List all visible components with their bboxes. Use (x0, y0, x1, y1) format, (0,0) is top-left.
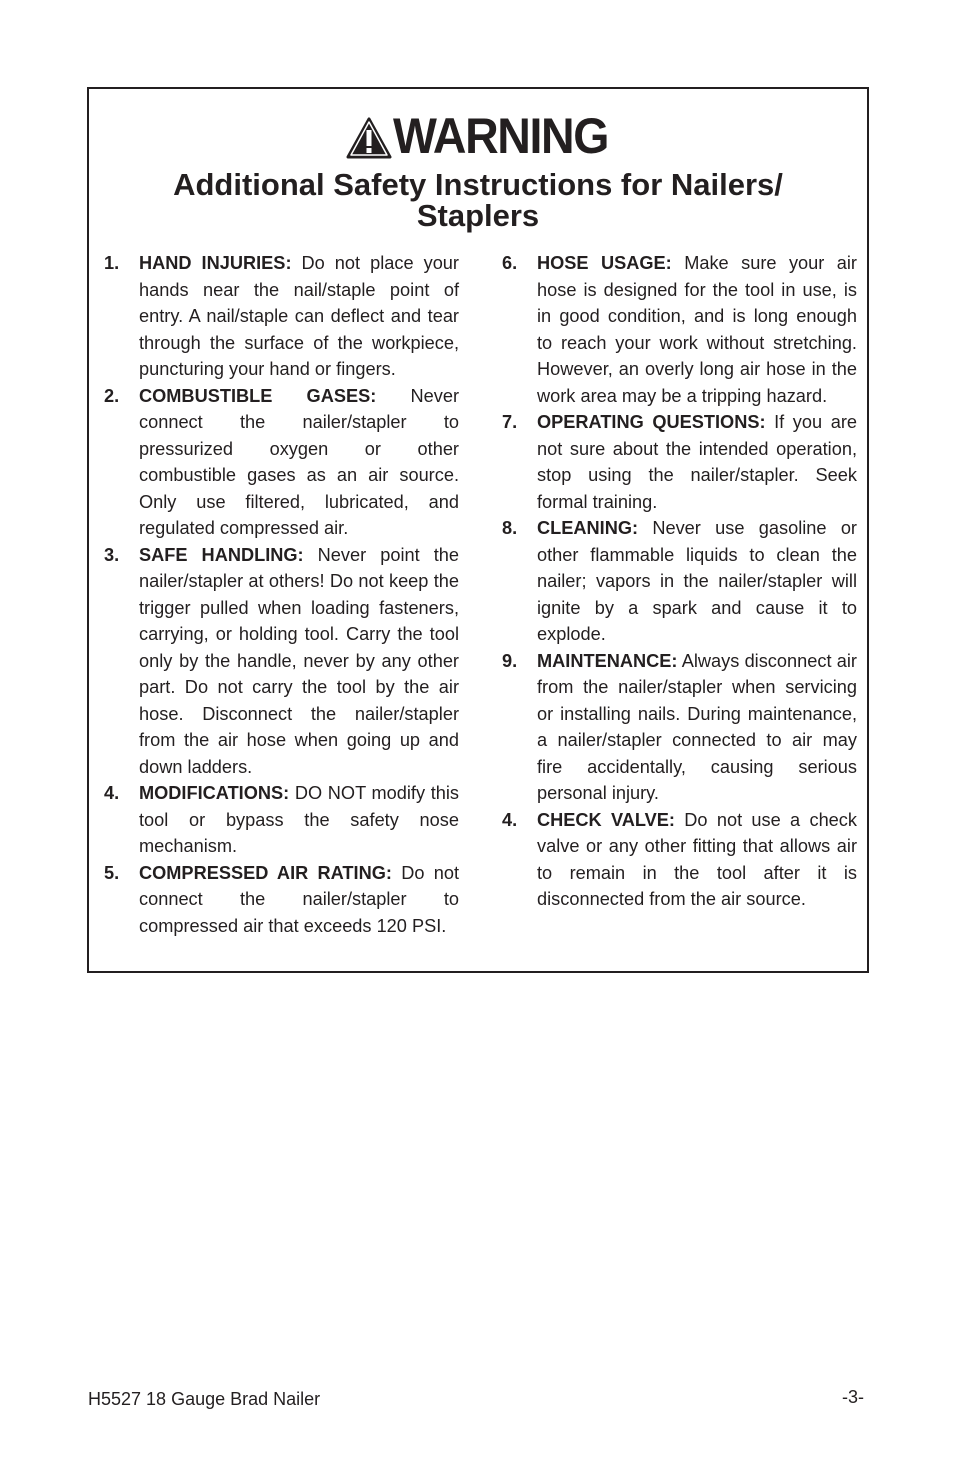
item-text: Never use gasoline or other flammable liquids to clean the nailer; vapors in the nailer/stapler will ignite by a spark and cause it to explode. (537, 518, 857, 644)
subtitle (89, 169, 867, 231)
item-heading: MAINTENANCE: (537, 650, 678, 671)
item-heading: HAND INJURIES: (139, 253, 292, 273)
item-text: Do not connect the nailer/stapler to compressed air that exceeds 120 PSI. (139, 862, 459, 936)
item-text: Do not place your hands near the nail/staple point of entry. A nail/staple can deflect and tear through the surface of the workpiece, puncturing your hand or fingers. (139, 253, 459, 379)
item-number: 5. (104, 862, 120, 883)
item-heading: SAFE HANDLING: (139, 544, 304, 565)
item-number: 7. (502, 412, 518, 432)
subtitle-line-2: Staplers (416, 198, 540, 233)
instruction-item (502, 515, 857, 648)
left-column (104, 250, 459, 939)
item-number: 1. (104, 253, 120, 273)
right-column (502, 250, 857, 913)
item-text: DO NOT modify this tool or bypass the safety nose mechanism. (139, 783, 460, 856)
warning-box (87, 87, 869, 973)
warning-title: WARNING (393, 108, 609, 164)
instruction-item (502, 409, 857, 515)
item-text: Do not use a check valve or any other fitting that allows air to remain in the tool after it is disconnected from the air source. (537, 809, 857, 909)
item-text: Make sure your air hose is designed for the tool in use, is in good condition, and is long enough to reach your work without stretching. However, an overly long air hose in the work area may be a tripping hazard. (537, 253, 857, 406)
instruction-item (104, 860, 459, 940)
item-heading: MODIFICATIONS: (139, 783, 290, 803)
warning-triangle-icon (345, 116, 393, 160)
instruction-item (104, 250, 459, 383)
item-text: If you are not sure about the intended operation, stop using the nailer/stapler. Seek formal training. (537, 412, 858, 512)
instruction-item (502, 648, 857, 807)
item-heading: COMPRESSED AIR RATING: (139, 862, 392, 883)
warning-heading (89, 108, 867, 164)
item-text: Never point the nailer/stapler at others! Do not keep the trigger pulled when loading fasteners, carrying, or holding tool. Carry the tool only by the handle, never by any other part. Do not carry the tool by the air hose. Disconnect the nailer/stapler from the air hose when going up and down ladders. (139, 544, 459, 777)
instruction-item (502, 807, 857, 913)
item-number: 2. (104, 385, 120, 406)
footer-model: H5527 18 Gauge Brad Nailer (88, 1389, 321, 1409)
item-heading: HOSE USAGE: (537, 253, 672, 273)
item-text: Never connect the nailer/stapler to pressurized oxygen or other combustible gases as an air source. Only use filtered, lubricated, and regulated compressed air. (139, 385, 459, 538)
item-number: 4. (502, 809, 518, 830)
item-heading: CHECK VALVE: (537, 809, 675, 830)
item-heading: CLEANING: (537, 518, 639, 538)
item-number: 3. (104, 544, 120, 565)
item-text: Always disconnect air from the nailer/stapler when servicing or installing nails. During maintenance, a nailer/stapler connected to air may fire accidentally, causing serious personal injury. (537, 650, 857, 803)
item-heading: COMBUSTIBLE GASES: (139, 385, 377, 406)
subtitle-line-1: Additional Safety Instructions for Nailers/ (173, 167, 783, 202)
page-number: -3- (842, 1387, 864, 1407)
item-number: 4. (104, 783, 120, 803)
item-number: 6. (502, 253, 518, 273)
item-heading: OPERATING QUESTIONS: (537, 412, 766, 432)
instruction-item (502, 250, 857, 409)
instruction-item (104, 780, 459, 860)
item-number: 8. (502, 518, 518, 538)
instruction-item (104, 542, 459, 781)
instruction-item (104, 383, 459, 542)
item-number: 9. (502, 650, 518, 671)
